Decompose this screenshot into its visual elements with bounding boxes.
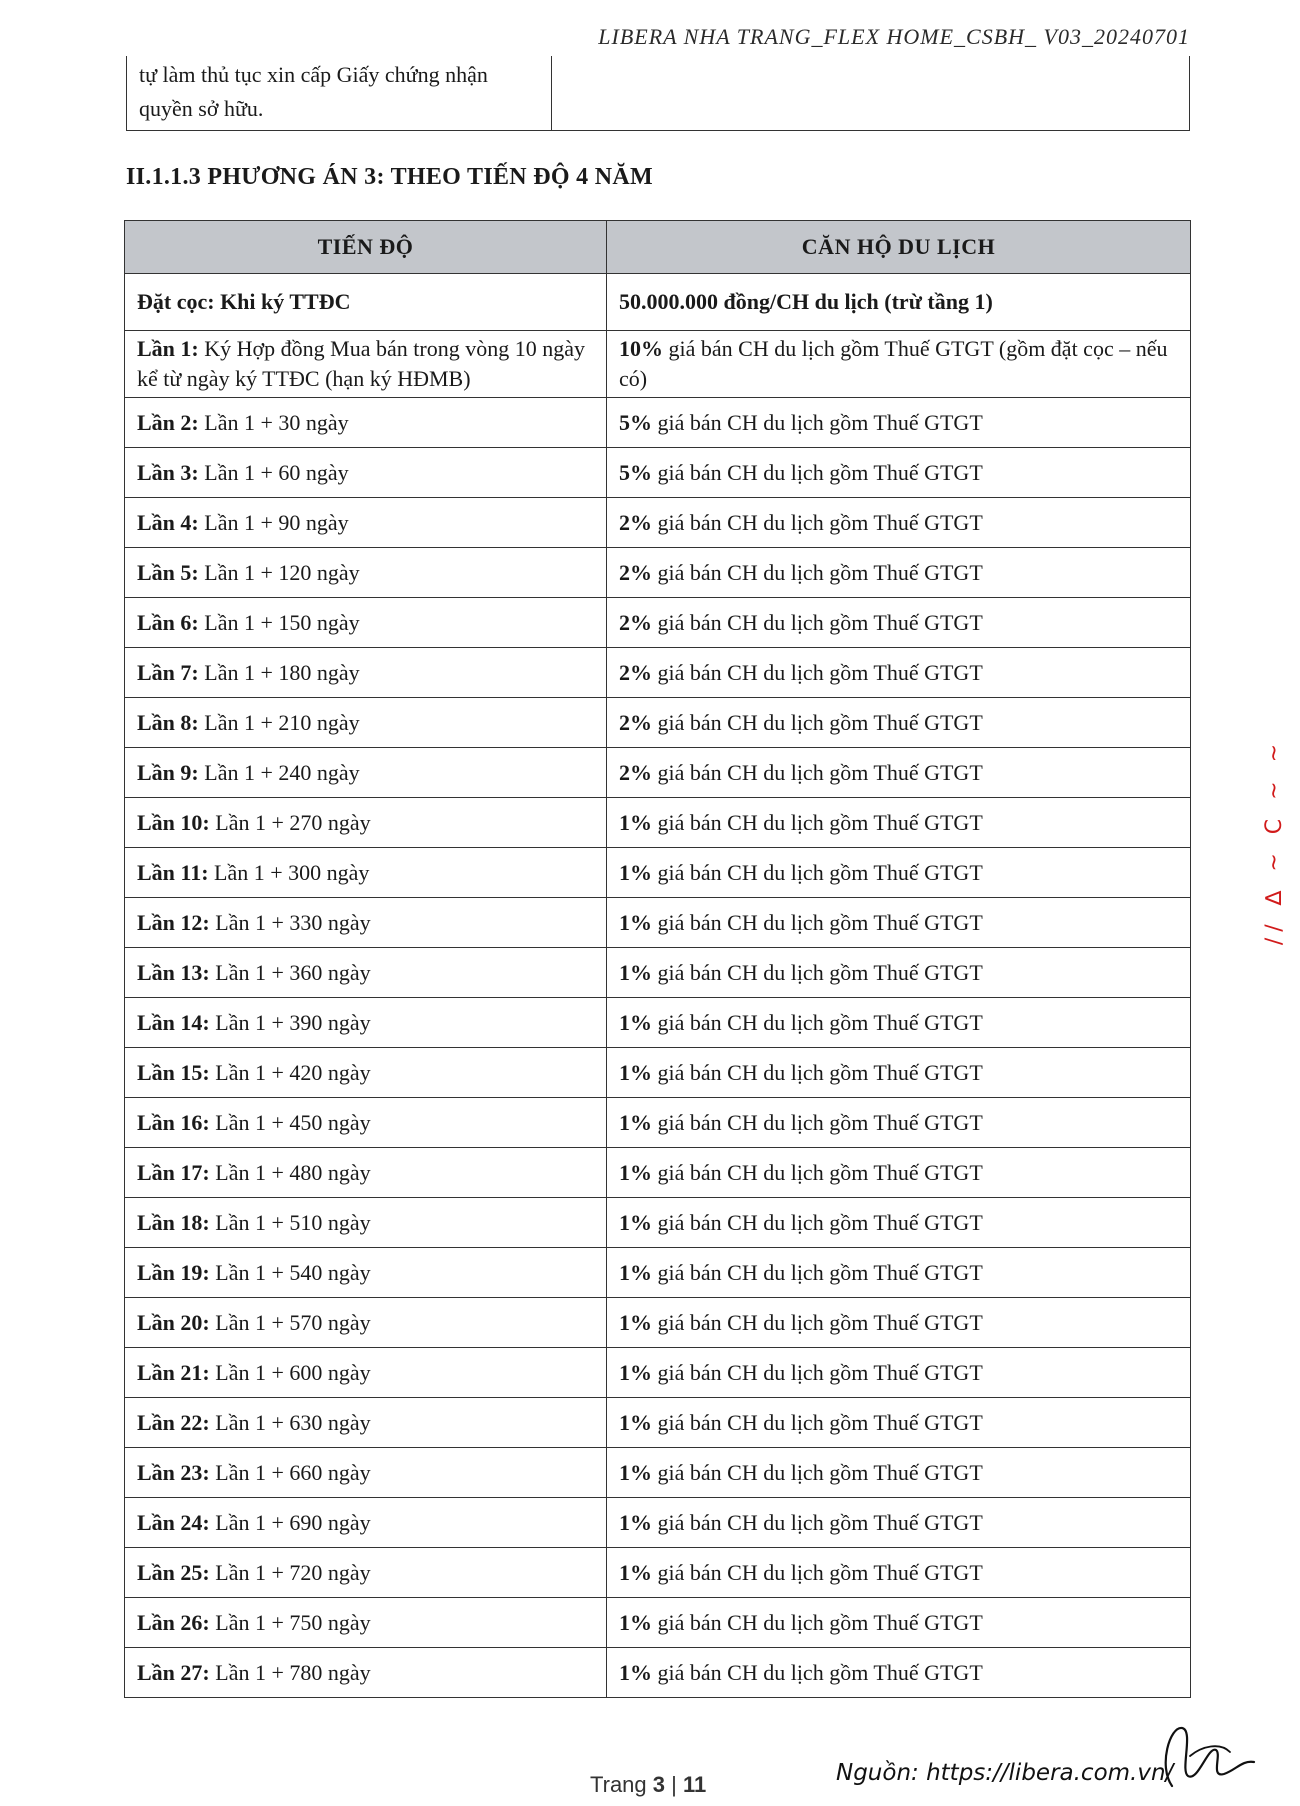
amount-cell — [607, 448, 1191, 498]
table-row — [125, 1498, 1191, 1548]
installment-timing: Lần 1 + 630 ngày — [209, 1409, 371, 1435]
installment-label: Lần 19: — [137, 1259, 210, 1285]
amount-cell — [607, 548, 1191, 598]
installment-percent: 1% — [619, 1609, 652, 1635]
table-row — [125, 1148, 1191, 1198]
table-row — [125, 948, 1191, 998]
installment-percent: 1% — [619, 859, 652, 885]
amount-cell — [607, 1598, 1191, 1648]
installment-timing: Lần 1 + 390 ngày — [209, 1009, 371, 1035]
amount-cell — [607, 1198, 1191, 1248]
amount-cell — [607, 498, 1191, 548]
section-title: II.1.1.3 PHƯƠNG ÁN 3: THEO TIẾN ĐỘ 4 NĂM — [126, 164, 653, 190]
table-row — [125, 1648, 1191, 1698]
installment-percent: 5% — [619, 409, 652, 435]
table-row — [125, 598, 1191, 648]
amount-cell — [607, 798, 1191, 848]
installment-percent: 10% — [619, 336, 663, 361]
amount-cell — [607, 848, 1191, 898]
installment-label: Lần 3: — [137, 459, 199, 485]
installment-description: giá bán CH du lịch gồm Thuế GTGT — [652, 1209, 983, 1235]
amount-cell — [607, 598, 1191, 648]
installment-percent: 2% — [619, 559, 652, 585]
installment-percent: 1% — [619, 1359, 652, 1385]
table-row — [125, 331, 1191, 398]
installment-label: Lần 11: — [137, 859, 209, 885]
deposit-row — [125, 274, 1191, 331]
table-row — [125, 1598, 1191, 1648]
table-row — [125, 448, 1191, 498]
installment-percent: 5% — [619, 459, 652, 485]
installment-description: giá bán CH du lịch gồm Thuế GTGT — [652, 909, 983, 935]
previous-table-right-cell — [552, 56, 1190, 131]
installment-label: Lần 26: — [137, 1609, 210, 1635]
installment-timing: Lần 1 + 570 ngày — [209, 1309, 371, 1335]
table-header-row — [125, 221, 1191, 274]
table-row — [125, 698, 1191, 748]
installment-description: giá bán CH du lịch gồm Thuế GTGT — [652, 1509, 983, 1535]
installment-description: giá bán CH du lịch gồm Thuế GTGT (gồm đặt cọc – nếu có) — [619, 336, 1168, 391]
stage-cell — [125, 848, 607, 898]
installment-description: giá bán CH du lịch gồm Thuế GTGT — [652, 1059, 983, 1085]
deposit-stage: Đặt cọc: Khi ký TTĐC — [125, 274, 607, 331]
installment-timing: Lần 1 + 540 ngày — [209, 1259, 371, 1285]
previous-table-continuation — [126, 56, 1190, 131]
installment-label: Lần 9: — [137, 759, 199, 785]
installment-percent: 1% — [619, 809, 652, 835]
amount-cell — [607, 1298, 1191, 1348]
stage-cell — [125, 598, 607, 648]
installment-percent: 1% — [619, 1159, 652, 1185]
installment-timing: Lần 1 + 180 ngày — [198, 659, 360, 685]
installment-label: Lần 13: — [137, 959, 210, 985]
installment-description: giá bán CH du lịch gồm Thuế GTGT — [652, 509, 983, 535]
stage-cell — [125, 331, 607, 398]
column-header-schedule: TIẾN ĐỘ — [125, 221, 607, 274]
installment-description: giá bán CH du lịch gồm Thuế GTGT — [652, 959, 983, 985]
installment-timing: Lần 1 + 120 ngày — [198, 559, 360, 585]
deposit-amount: 50.000.000 đồng/CH du lịch (trừ tầng 1) — [607, 274, 1191, 331]
installment-label: Lần 21: — [137, 1359, 210, 1385]
stage-cell — [125, 898, 607, 948]
stage-cell — [125, 1398, 607, 1448]
payment-schedule-table — [124, 220, 1191, 1698]
table-row — [125, 898, 1191, 948]
installment-label: Lần 1: — [137, 336, 199, 361]
installment-percent: 1% — [619, 1659, 652, 1685]
installment-percent: 1% — [619, 909, 652, 935]
amount-cell — [607, 1398, 1191, 1448]
amount-cell — [607, 398, 1191, 448]
amount-cell — [607, 1248, 1191, 1298]
table-row — [125, 1048, 1191, 1098]
table-row — [125, 1098, 1191, 1148]
page-total: 11 — [682, 1772, 707, 1797]
installment-percent: 2% — [619, 659, 652, 685]
stage-cell — [125, 1148, 607, 1198]
installment-label: Lần 22: — [137, 1409, 210, 1435]
previous-table-line-2: quyền sở hữu. — [139, 96, 264, 121]
amount-cell — [607, 698, 1191, 748]
installment-label: Lần 14: — [137, 1009, 210, 1035]
installment-percent: 1% — [619, 959, 652, 985]
installment-timing: Lần 1 + 720 ngày — [209, 1559, 371, 1585]
stage-cell — [125, 1248, 607, 1298]
installment-label: Lần 2: — [137, 409, 199, 435]
stage-cell — [125, 1348, 607, 1398]
installment-label: Lần 18: — [137, 1209, 210, 1235]
installment-timing: Lần 1 + 300 ngày — [208, 859, 370, 885]
installment-label: Lần 25: — [137, 1559, 210, 1585]
installment-timing: Lần 1 + 270 ngày — [209, 809, 371, 835]
stage-cell — [125, 1498, 607, 1548]
installment-percent: 2% — [619, 609, 652, 635]
amount-cell — [607, 898, 1191, 948]
amount-cell — [607, 1348, 1191, 1398]
table-row — [125, 998, 1191, 1048]
installment-timing: Lần 1 + 780 ngày — [209, 1659, 371, 1685]
installment-timing: Lần 1 + 450 ngày — [209, 1109, 371, 1135]
installment-percent: 1% — [619, 1309, 652, 1335]
table-row — [125, 1248, 1191, 1298]
table-row — [125, 1298, 1191, 1348]
installment-label: Lần 4: — [137, 509, 199, 535]
installment-percent: 1% — [619, 1409, 652, 1435]
stage-cell — [125, 648, 607, 698]
table-row — [125, 498, 1191, 548]
stage-cell — [125, 1448, 607, 1498]
page-separator: | — [665, 1772, 683, 1797]
amount-cell — [607, 1148, 1191, 1198]
table-row — [125, 798, 1191, 848]
installment-description: giá bán CH du lịch gồm Thuế GTGT — [652, 1159, 983, 1185]
installment-description: giá bán CH du lịch gồm Thuế GTGT — [652, 759, 983, 785]
table-row — [125, 398, 1191, 448]
schedule-body — [125, 274, 1191, 1698]
installment-percent: 1% — [619, 1059, 652, 1085]
stage-cell — [125, 1548, 607, 1598]
installment-timing: Lần 1 + 90 ngày — [198, 509, 349, 535]
stage-cell — [125, 948, 607, 998]
installment-label: Lần 12: — [137, 909, 210, 935]
stage-cell — [125, 1298, 607, 1348]
installment-label: Lần 7: — [137, 659, 199, 685]
amount-cell — [607, 331, 1191, 398]
amount-cell — [607, 998, 1191, 1048]
installment-percent: 1% — [619, 1209, 652, 1235]
installment-percent: 1% — [619, 1009, 652, 1035]
page-current: 3 — [652, 1772, 666, 1797]
installment-description: giá bán CH du lịch gồm Thuế GTGT — [652, 559, 983, 585]
installment-label: Lần 27: — [137, 1659, 210, 1685]
table-row — [125, 748, 1191, 798]
installment-percent: 1% — [619, 1459, 652, 1485]
installment-description: giá bán CH du lịch gồm Thuế GTGT — [652, 659, 983, 685]
stage-cell — [125, 548, 607, 598]
amount-cell — [607, 648, 1191, 698]
table-row — [125, 848, 1191, 898]
table-row — [125, 1398, 1191, 1448]
installment-timing: Lần 1 + 600 ngày — [209, 1359, 371, 1385]
table-row — [125, 1548, 1191, 1598]
installment-percent: 2% — [619, 709, 652, 735]
stage-cell — [125, 1598, 607, 1648]
installment-description: giá bán CH du lịch gồm Thuế GTGT — [652, 859, 983, 885]
amount-cell — [607, 1048, 1191, 1098]
table-row — [125, 648, 1191, 698]
stage-cell — [125, 1648, 607, 1698]
stage-cell — [125, 498, 607, 548]
installment-description: giá bán CH du lịch gồm Thuế GTGT — [652, 1409, 983, 1435]
installment-timing: Lần 1 + 750 ngày — [209, 1609, 371, 1635]
stage-cell — [125, 398, 607, 448]
installment-description: giá bán CH du lịch gồm Thuế GTGT — [652, 609, 983, 635]
installment-description: giá bán CH du lịch gồm Thuế GTGT — [652, 1559, 983, 1585]
amount-cell — [607, 1098, 1191, 1148]
installment-description: giá bán CH du lịch gồm Thuế GTGT — [652, 1609, 983, 1635]
installment-label: Lần 6: — [137, 609, 199, 635]
installment-timing: Lần 1 + 690 ngày — [209, 1509, 371, 1535]
handwritten-margin-marks: // ∆ ~ C ~ ~ — [1262, 738, 1287, 946]
installment-description: giá bán CH du lịch gồm Thuế GTGT — [652, 1309, 983, 1335]
installment-timing: Lần 1 + 210 ngày — [198, 709, 360, 735]
installment-timing: Lần 1 + 30 ngày — [198, 409, 349, 435]
installment-description: giá bán CH du lịch gồm Thuế GTGT — [652, 1109, 983, 1135]
installment-timing: Lần 1 + 510 ngày — [209, 1209, 371, 1235]
amount-cell — [607, 1548, 1191, 1598]
installment-label: Lần 24: — [137, 1509, 210, 1535]
stage-cell — [125, 1048, 607, 1098]
previous-table-line-1: tự làm thủ tục xin cấp Giấy chứng nhận — [139, 62, 488, 87]
page-number — [590, 1772, 706, 1798]
installment-description: giá bán CH du lịch gồm Thuế GTGT — [652, 709, 983, 735]
previous-table-left-cell — [127, 56, 552, 131]
installment-description: giá bán CH du lịch gồm Thuế GTGT — [652, 409, 983, 435]
table-row — [125, 1198, 1191, 1248]
amount-cell — [607, 1498, 1191, 1548]
stage-cell — [125, 448, 607, 498]
source-credit: Nguồn: https://libera.com.vn/ — [836, 1760, 1174, 1786]
installment-label: Lần 16: — [137, 1109, 210, 1135]
installment-description: giá bán CH du lịch gồm Thuế GTGT — [652, 1359, 983, 1385]
installment-timing: Lần 1 + 360 ngày — [209, 959, 371, 985]
installment-label: Lần 20: — [137, 1309, 210, 1335]
amount-cell — [607, 748, 1191, 798]
stage-cell — [125, 798, 607, 848]
stage-cell — [125, 1198, 607, 1248]
installment-label: Lần 17: — [137, 1159, 210, 1185]
page-prefix: Trang — [590, 1772, 653, 1797]
installment-percent: 1% — [619, 1109, 652, 1135]
installment-timing: Lần 1 + 330 ngày — [209, 909, 371, 935]
installment-percent: 2% — [619, 509, 652, 535]
installment-timing: Lần 1 + 60 ngày — [198, 459, 349, 485]
installment-description: giá bán CH du lịch gồm Thuế GTGT — [652, 1459, 983, 1485]
installment-label: Lần 15: — [137, 1059, 210, 1085]
installment-timing: Lần 1 + 420 ngày — [209, 1059, 371, 1085]
installment-percent: 2% — [619, 759, 652, 785]
amount-cell — [607, 948, 1191, 998]
installment-description: giá bán CH du lịch gồm Thuế GTGT — [652, 1259, 983, 1285]
installment-timing: Lần 1 + 660 ngày — [209, 1459, 371, 1485]
amount-cell — [607, 1448, 1191, 1498]
installment-description: giá bán CH du lịch gồm Thuế GTGT — [652, 1659, 983, 1685]
installment-percent: 1% — [619, 1509, 652, 1535]
installment-description: giá bán CH du lịch gồm Thuế GTGT — [652, 1009, 983, 1035]
stage-cell — [125, 698, 607, 748]
handwritten-signature — [1150, 1716, 1260, 1796]
stage-cell — [125, 748, 607, 798]
table-row — [125, 1448, 1191, 1498]
stage-cell — [125, 1098, 607, 1148]
installment-timing: Lần 1 + 150 ngày — [198, 609, 360, 635]
installment-timing: Lần 1 + 480 ngày — [209, 1159, 371, 1185]
stage-cell — [125, 998, 607, 1048]
installment-label: Lần 5: — [137, 559, 199, 585]
installment-label: Lần 23: — [137, 1459, 210, 1485]
installment-description: giá bán CH du lịch gồm Thuế GTGT — [652, 809, 983, 835]
table-row — [125, 1348, 1191, 1398]
installment-label: Lần 8: — [137, 709, 199, 735]
document-code-header: LIBERA NHA TRANG_FLEX HOME_CSBH_ V03_20240701 — [598, 24, 1190, 49]
installment-label: Lần 10: — [137, 809, 210, 835]
installment-timing: Lần 1 + 240 ngày — [198, 759, 360, 785]
installment-percent: 1% — [619, 1259, 652, 1285]
column-header-apartment: CĂN HỘ DU LỊCH — [607, 221, 1191, 274]
installment-percent: 1% — [619, 1559, 652, 1585]
installment-description: giá bán CH du lịch gồm Thuế GTGT — [652, 459, 983, 485]
installment-timing: Ký Hợp đồng Mua bán trong vòng 10 ngày kể từ ngày ký TTĐC (hạn ký HĐMB) — [137, 336, 585, 391]
table-row — [125, 548, 1191, 598]
amount-cell — [607, 1648, 1191, 1698]
